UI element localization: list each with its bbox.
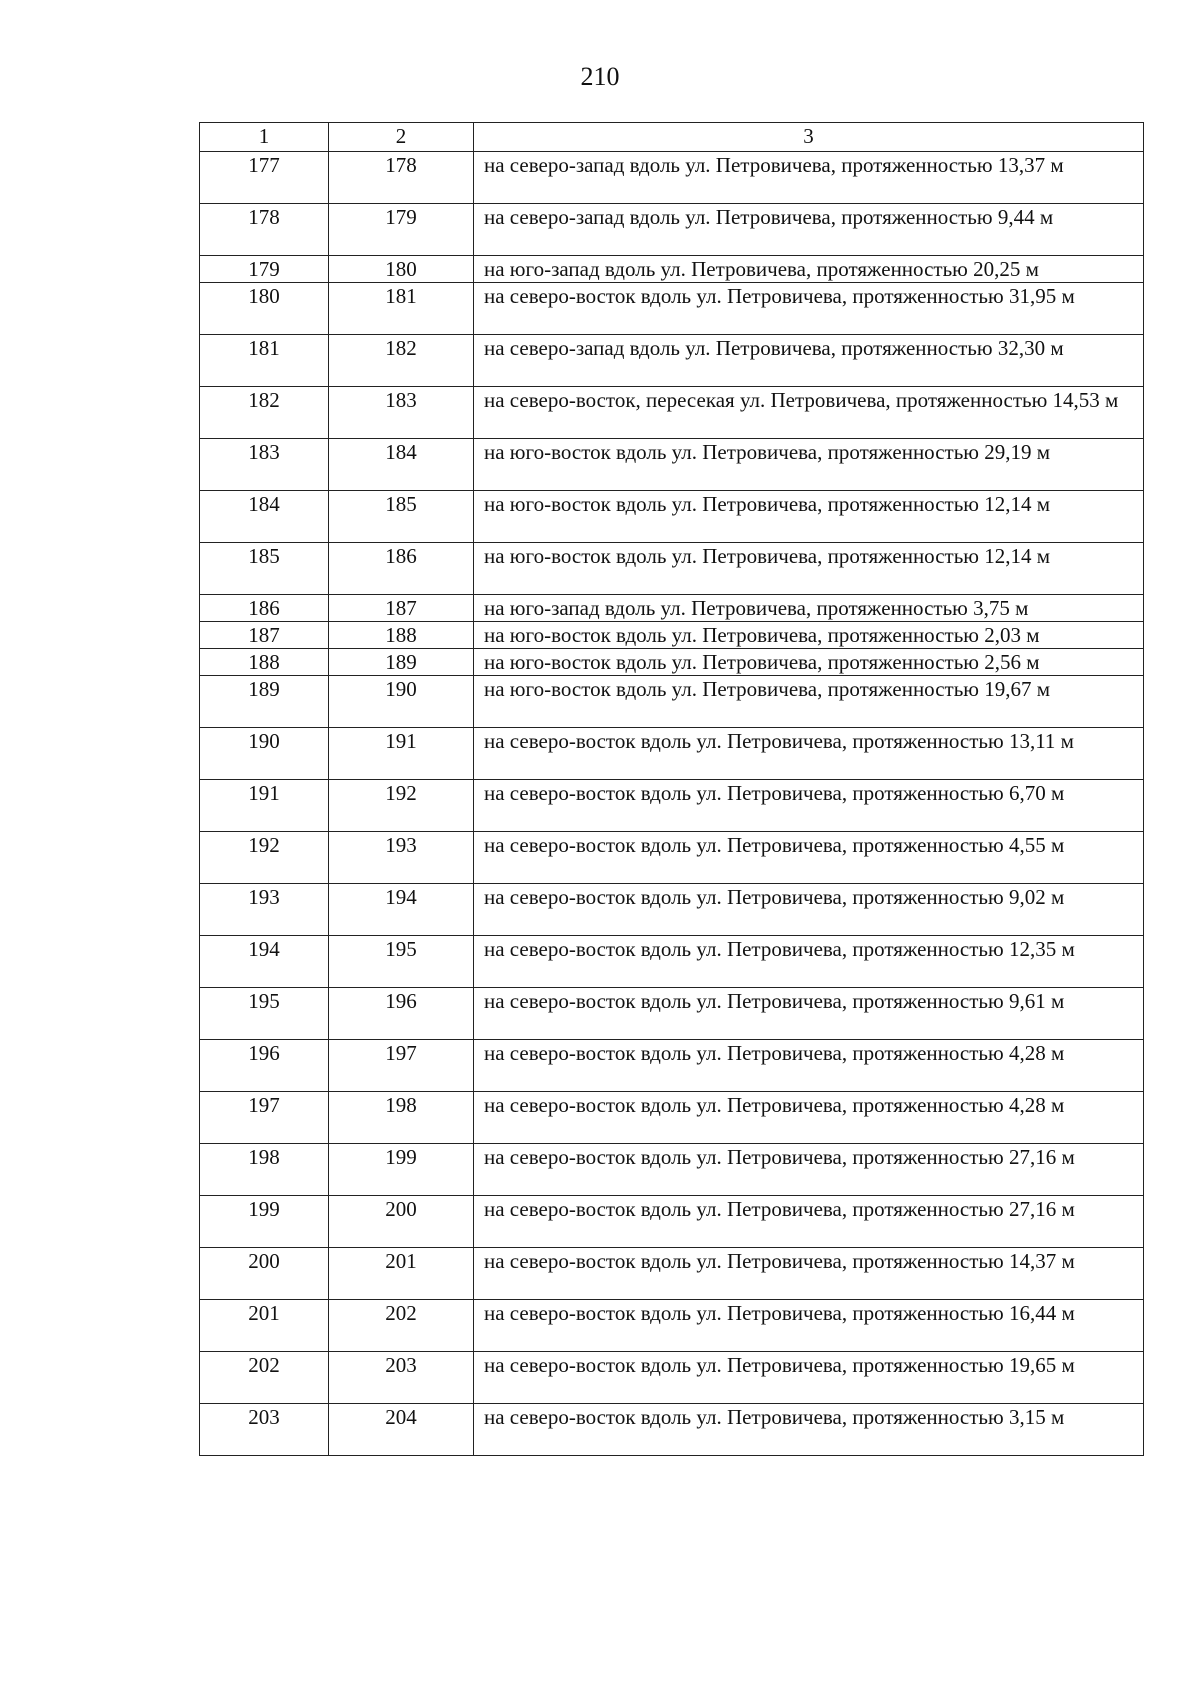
table-row	[200, 936, 1144, 988]
point-to-cell: 193	[329, 832, 474, 884]
table-row	[200, 1352, 1144, 1404]
table-row	[200, 1196, 1144, 1248]
point-from-cell: 196	[200, 1040, 329, 1092]
point-from-cell: 193	[200, 884, 329, 936]
table-row	[200, 622, 1144, 649]
point-from-cell: 201	[200, 1300, 329, 1352]
point-from-cell: 192	[200, 832, 329, 884]
point-to-cell: 192	[329, 780, 474, 832]
point-to-cell: 196	[329, 988, 474, 1040]
description-cell: на юго-восток вдоль ул. Петровичева, протяженностью 2,56 м	[474, 649, 1144, 676]
page-number: 210	[580, 62, 620, 91]
point-from-cell: 197	[200, 1092, 329, 1144]
point-from-cell: 188	[200, 649, 329, 676]
description-cell: на северо-восток вдоль ул. Петровичева, протяженностью 16,44 м	[474, 1300, 1144, 1352]
point-from-cell: 191	[200, 780, 329, 832]
table-row	[200, 491, 1144, 543]
point-to-cell: 186	[329, 543, 474, 595]
point-to-cell: 181	[329, 283, 474, 335]
point-to-cell: 185	[329, 491, 474, 543]
point-to-cell: 180	[329, 256, 474, 283]
description-cell: на северо-восток вдоль ул. Петровичева, протяженностью 27,16 м	[474, 1144, 1144, 1196]
point-to-cell: 188	[329, 622, 474, 649]
table-row	[200, 832, 1144, 884]
point-from-cell: 190	[200, 728, 329, 780]
point-to-cell: 184	[329, 439, 474, 491]
description-cell: на северо-восток вдоль ул. Петровичева, протяженностью 6,70 м	[474, 780, 1144, 832]
description-cell: на юго-восток вдоль ул. Петровичева, протяженностью 29,19 м	[474, 439, 1144, 491]
table-row	[200, 335, 1144, 387]
point-to-cell: 183	[329, 387, 474, 439]
point-to-cell: 178	[329, 152, 474, 204]
description-cell: на северо-запад вдоль ул. Петровичева, протяженностью 13,37 м	[474, 152, 1144, 204]
point-from-cell: 178	[200, 204, 329, 256]
table-row	[200, 676, 1144, 728]
point-to-cell: 204	[329, 1404, 474, 1456]
point-to-cell: 194	[329, 884, 474, 936]
description-cell: на северо-восток вдоль ул. Петровичева, протяженностью 9,61 м	[474, 988, 1144, 1040]
table-row	[200, 1040, 1144, 1092]
point-to-cell: 189	[329, 649, 474, 676]
point-to-cell: 200	[329, 1196, 474, 1248]
description-cell: на северо-восток вдоль ул. Петровичева, протяженностью 3,15 м	[474, 1404, 1144, 1456]
table-row	[200, 988, 1144, 1040]
description-cell: на северо-восток вдоль ул. Петровичева, протяженностью 13,11 м	[474, 728, 1144, 780]
point-to-cell: 197	[329, 1040, 474, 1092]
point-to-cell: 182	[329, 335, 474, 387]
description-cell: на северо-восток вдоль ул. Петровичева, протяженностью 12,35 м	[474, 936, 1144, 988]
column-header-3: 3	[474, 123, 1144, 152]
point-from-cell: 200	[200, 1248, 329, 1300]
description-cell: на северо-восток вдоль ул. Петровичева, протяженностью 31,95 м	[474, 283, 1144, 335]
description-cell: на юго-запад вдоль ул. Петровичева, протяженностью 20,25 м	[474, 256, 1144, 283]
point-from-cell: 189	[200, 676, 329, 728]
point-from-cell: 180	[200, 283, 329, 335]
point-to-cell: 202	[329, 1300, 474, 1352]
table-row	[200, 1404, 1144, 1456]
table-row	[200, 1248, 1144, 1300]
table-body	[200, 152, 1144, 1456]
description-cell: на северо-запад вдоль ул. Петровичева, протяженностью 32,30 м	[474, 335, 1144, 387]
point-to-cell: 201	[329, 1248, 474, 1300]
point-from-cell: 199	[200, 1196, 329, 1248]
description-cell: на северо-восток вдоль ул. Петровичева, протяженностью 27,16 м	[474, 1196, 1144, 1248]
table-row	[200, 884, 1144, 936]
description-cell: на северо-запад вдоль ул. Петровичева, протяженностью 9,44 м	[474, 204, 1144, 256]
description-cell: на юго-запад вдоль ул. Петровичева, протяженностью 3,75 м	[474, 595, 1144, 622]
description-cell: на северо-восток вдоль ул. Петровичева, протяженностью 19,65 м	[474, 1352, 1144, 1404]
point-from-cell: 186	[200, 595, 329, 622]
description-cell: на юго-восток вдоль ул. Петровичева, протяженностью 2,03 м	[474, 622, 1144, 649]
table-row	[200, 283, 1144, 335]
point-from-cell: 202	[200, 1352, 329, 1404]
table-row	[200, 543, 1144, 595]
point-to-cell: 187	[329, 595, 474, 622]
description-cell: на северо-восток, пересекая ул. Петровичева, протяженностью 14,53 м	[474, 387, 1144, 439]
point-to-cell: 198	[329, 1092, 474, 1144]
table-row	[200, 152, 1144, 204]
column-header-1: 1	[200, 123, 329, 152]
table-row	[200, 1300, 1144, 1352]
point-from-cell: 182	[200, 387, 329, 439]
description-cell: на северо-восток вдоль ул. Петровичева, протяженностью 14,37 м	[474, 1248, 1144, 1300]
description-cell: на северо-восток вдоль ул. Петровичева, протяженностью 9,02 м	[474, 884, 1144, 936]
table-row	[200, 595, 1144, 622]
description-cell: на юго-восток вдоль ул. Петровичева, протяженностью 12,14 м	[474, 543, 1144, 595]
point-from-cell: 187	[200, 622, 329, 649]
route-table	[199, 122, 1144, 1456]
table-row	[200, 780, 1144, 832]
table-row	[200, 439, 1144, 491]
table-row	[200, 204, 1144, 256]
point-from-cell: 203	[200, 1404, 329, 1456]
description-cell: на северо-восток вдоль ул. Петровичева, протяженностью 4,28 м	[474, 1040, 1144, 1092]
point-from-cell: 184	[200, 491, 329, 543]
description-cell: на юго-восток вдоль ул. Петровичева, протяженностью 19,67 м	[474, 676, 1144, 728]
point-from-cell: 181	[200, 335, 329, 387]
point-to-cell: 191	[329, 728, 474, 780]
point-from-cell: 198	[200, 1144, 329, 1196]
table-row	[200, 649, 1144, 676]
description-cell: на юго-восток вдоль ул. Петровичева, протяженностью 12,14 м	[474, 491, 1144, 543]
point-to-cell: 203	[329, 1352, 474, 1404]
point-to-cell: 199	[329, 1144, 474, 1196]
description-cell: на северо-восток вдоль ул. Петровичева, протяженностью 4,55 м	[474, 832, 1144, 884]
table-row	[200, 728, 1144, 780]
table-row	[200, 256, 1144, 283]
column-header-2: 2	[329, 123, 474, 152]
point-from-cell: 183	[200, 439, 329, 491]
point-to-cell: 195	[329, 936, 474, 988]
table-row	[200, 387, 1144, 439]
point-from-cell: 194	[200, 936, 329, 988]
point-from-cell: 177	[200, 152, 329, 204]
point-to-cell: 190	[329, 676, 474, 728]
point-from-cell: 179	[200, 256, 329, 283]
table-header-row	[200, 123, 1144, 152]
description-cell: на северо-восток вдоль ул. Петровичева, протяженностью 4,28 м	[474, 1092, 1144, 1144]
table-row	[200, 1092, 1144, 1144]
table-row	[200, 1144, 1144, 1196]
point-from-cell: 195	[200, 988, 329, 1040]
point-from-cell: 185	[200, 543, 329, 595]
point-to-cell: 179	[329, 204, 474, 256]
